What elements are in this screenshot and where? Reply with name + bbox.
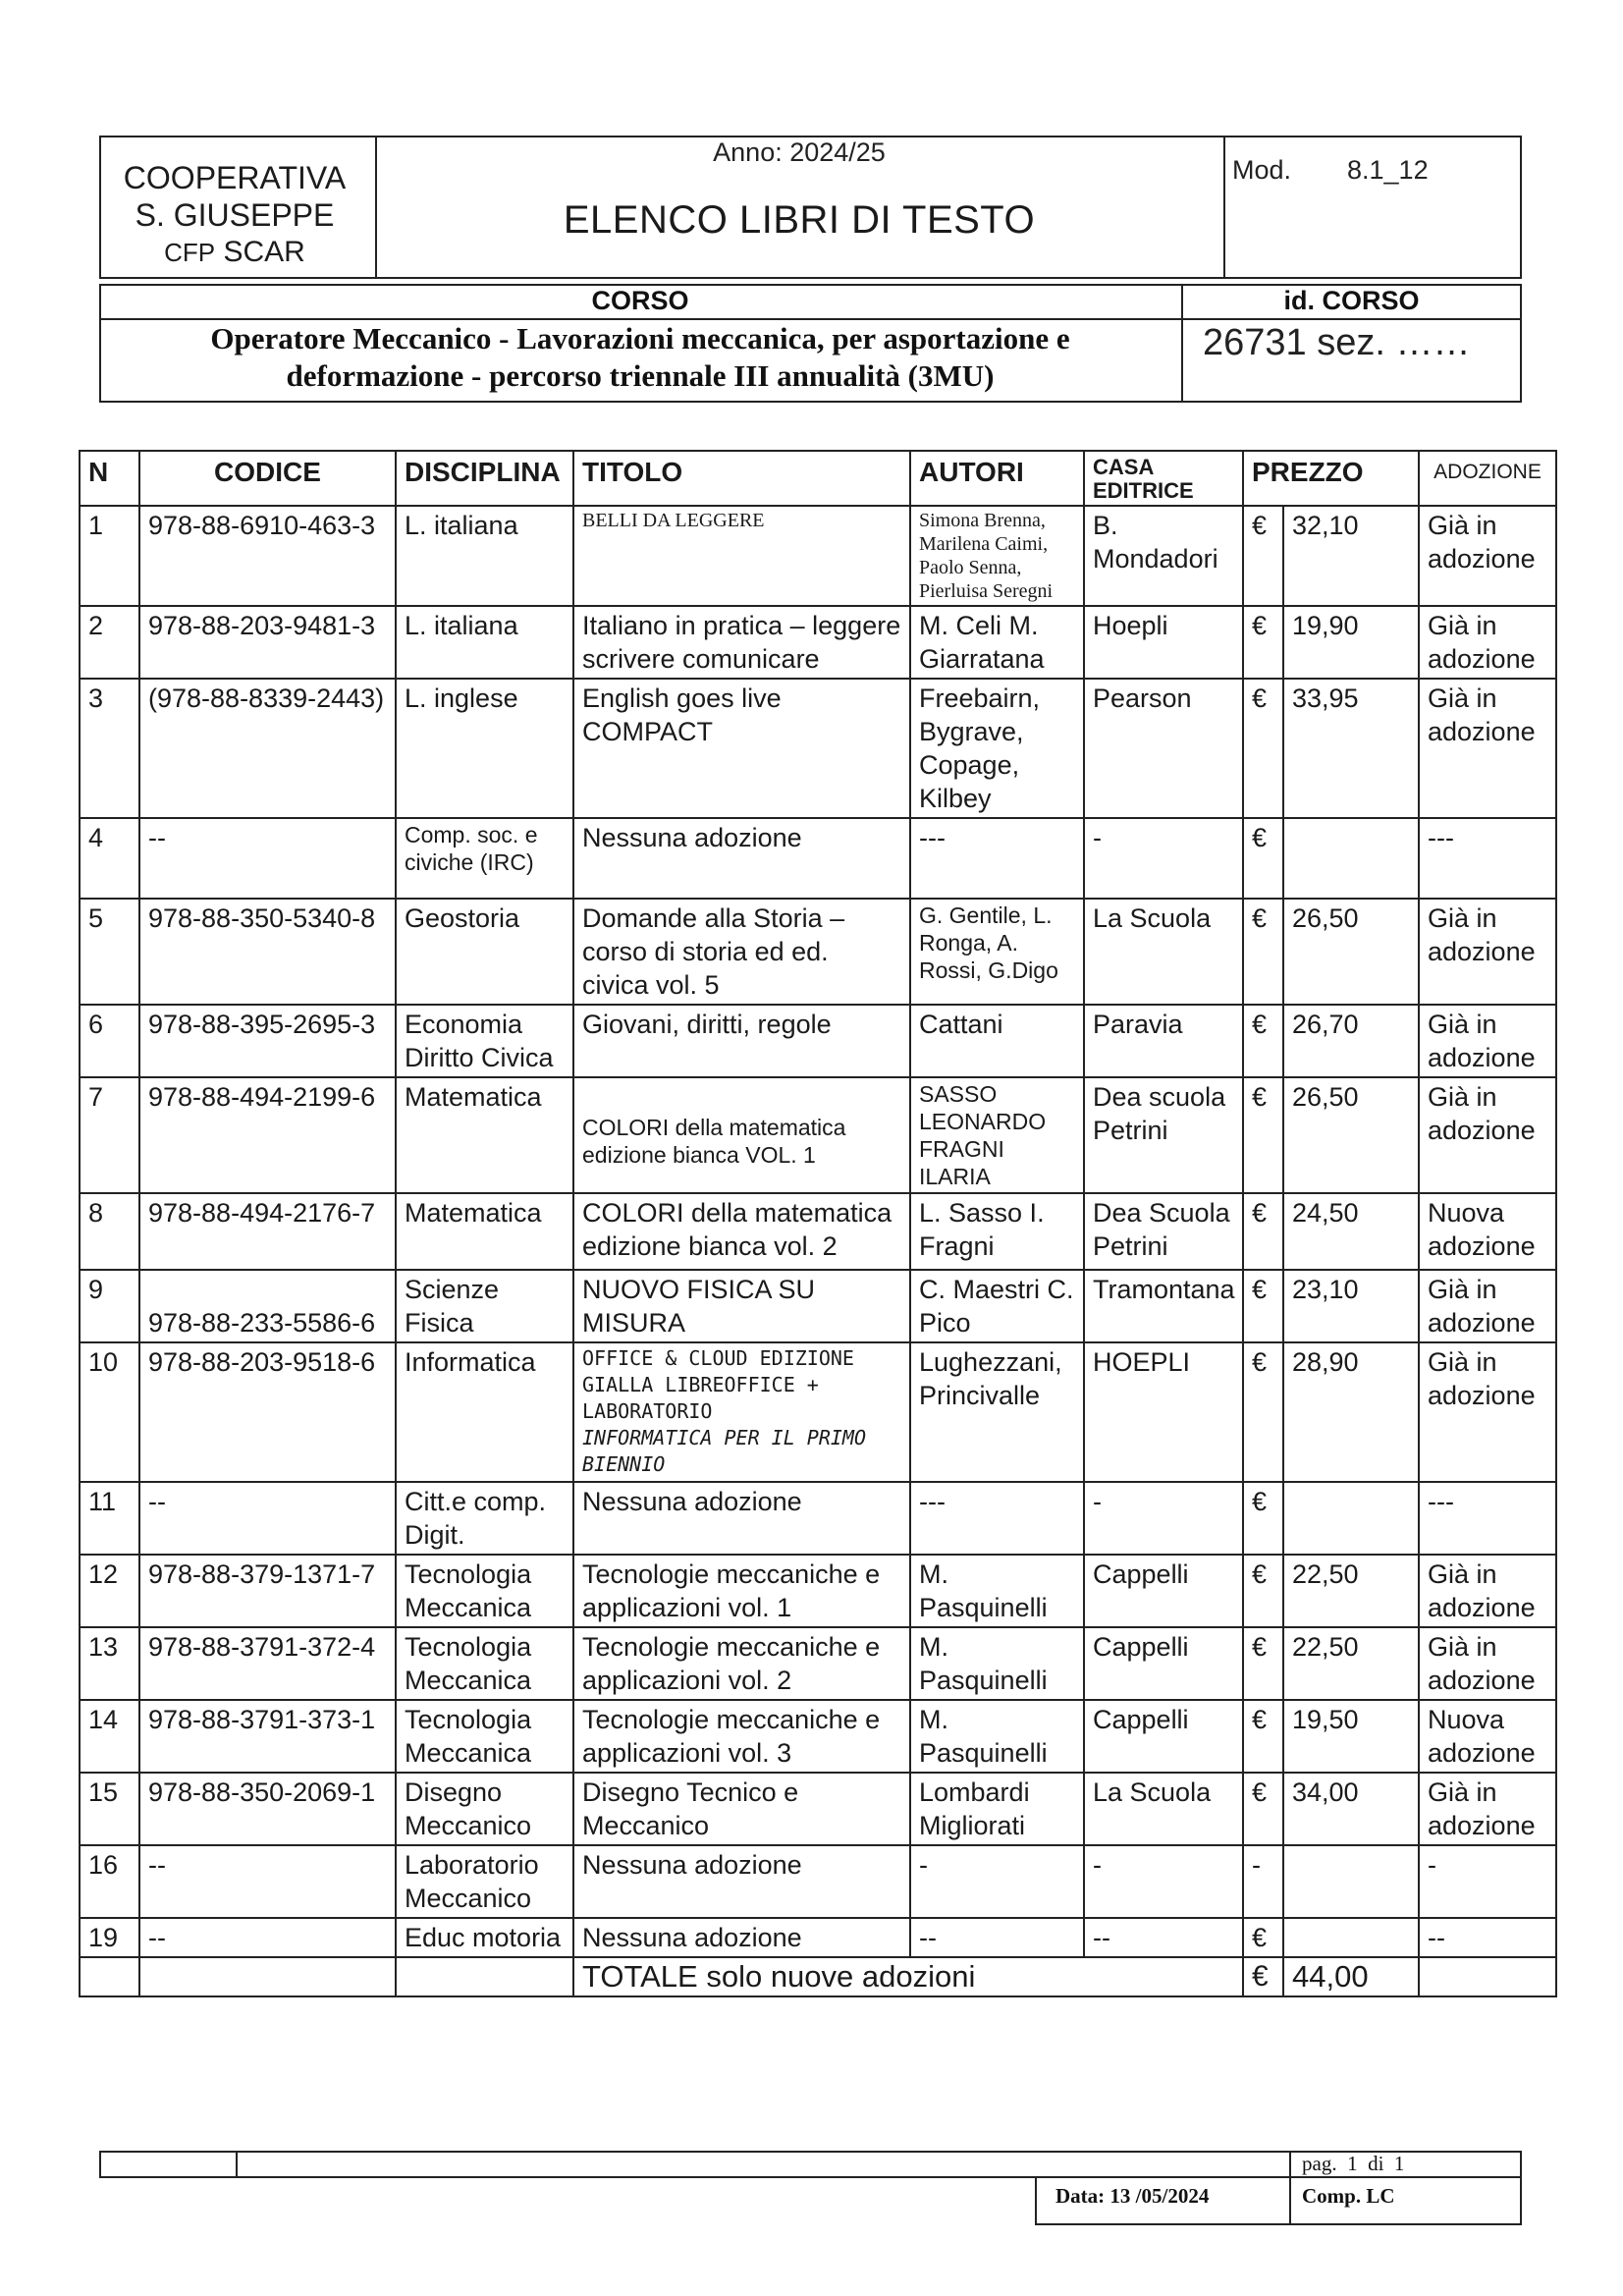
row-adoption: Già in adozione — [1419, 1342, 1556, 1482]
row-title: BELLI DA LEGGERE — [573, 506, 910, 606]
row-currency: € — [1243, 1077, 1283, 1193]
row-price: 32,10 — [1283, 506, 1419, 606]
row-adoption: Già in adozione — [1419, 1270, 1556, 1342]
table-row — [80, 679, 1556, 818]
row-number: 16 — [80, 1845, 139, 1918]
row-title: Italiano in pratica – leggere scrivere comunicare — [573, 606, 910, 679]
page-number: pag. 1 di 1 — [1302, 2152, 1405, 2175]
row-adoption: Già in adozione — [1419, 1555, 1556, 1627]
total-value: 44,00 — [1283, 1957, 1419, 1996]
row-number: 8 — [80, 1193, 139, 1270]
mod-label: Mod. — [1232, 155, 1292, 185]
row-number: 1 — [80, 506, 139, 606]
row-authors: M. Celi M. Giarratana — [910, 606, 1084, 679]
row-publisher: Dea scuola Petrini — [1084, 1077, 1243, 1193]
row-number: 7 — [80, 1077, 139, 1193]
row-price: 28,90 — [1283, 1342, 1419, 1482]
row-publisher: B. Mondadori — [1084, 506, 1243, 606]
row-discipline: L. italiana — [396, 506, 573, 606]
org-line-2: S. GIUSEPPE — [135, 197, 335, 233]
row-publisher: Cappelli — [1084, 1700, 1243, 1773]
col-header-n: N — [80, 451, 139, 506]
row-price: 34,00 — [1283, 1773, 1419, 1845]
row-title: Tecnologie meccaniche e applicazioni vol. 1 — [573, 1555, 910, 1627]
row-title: COLORI della matematica edizione bianca vol. 2 — [573, 1193, 910, 1270]
row-publisher: Tramontana — [1084, 1270, 1243, 1342]
row-code: 978-88-350-2069-1 — [139, 1773, 396, 1845]
row-currency: € — [1243, 679, 1283, 818]
row-title: NUOVO FISICA SU MISURA — [573, 1270, 910, 1342]
total-row — [80, 1957, 1556, 1996]
row-adoption: Già in adozione — [1419, 1627, 1556, 1700]
row-authors: C. Maestri C. Pico — [910, 1270, 1084, 1342]
total-empty-1 — [80, 1957, 139, 1996]
total-empty-2 — [139, 1957, 396, 1996]
table-row — [80, 1700, 1556, 1773]
row-price: 22,50 — [1283, 1627, 1419, 1700]
row-code: 978-88-233-5586-6 — [139, 1270, 396, 1342]
organization-name — [102, 159, 367, 271]
row-number: 9 — [80, 1270, 139, 1342]
row-number: 10 — [80, 1342, 139, 1482]
row-authors: Simona Brenna, Marilena Caimi, Paolo Senna, Pierluisa Seregni — [910, 506, 1084, 606]
table-row — [80, 1482, 1556, 1555]
table-row — [80, 1005, 1556, 1077]
org-line-1: COOPERATIVA — [123, 160, 347, 195]
row-title: Giovani, diritti, regole — [573, 1005, 910, 1077]
row-currency: € — [1243, 1555, 1283, 1627]
textbook-table — [79, 450, 1557, 1997]
row-price: 24,50 — [1283, 1193, 1419, 1270]
row-publisher: - — [1084, 1482, 1243, 1555]
row-number: 4 — [80, 818, 139, 899]
table-row — [80, 606, 1556, 679]
col-header-adozione: ADOZIONE — [1419, 451, 1556, 506]
row-title: COLORI della matematica edizione bianca VOL. 1 — [573, 1077, 910, 1193]
row-publisher: - — [1084, 818, 1243, 899]
row-adoption: -- — [1419, 1918, 1556, 1957]
row-adoption: --- — [1419, 1482, 1556, 1555]
table-row — [80, 1077, 1556, 1193]
row-number: 3 — [80, 679, 139, 818]
table-row — [80, 1193, 1556, 1270]
row-number: 11 — [80, 1482, 139, 1555]
table-row — [80, 1270, 1556, 1342]
total-empty-3 — [396, 1957, 573, 1996]
row-adoption: Già in adozione — [1419, 1773, 1556, 1845]
row-adoption: Già in adozione — [1419, 679, 1556, 818]
row-title: English goes live COMPACT — [573, 679, 910, 818]
row-title: Nessuna adozione — [573, 1845, 910, 1918]
row-title: Nessuna adozione — [573, 1482, 910, 1555]
row-number: 13 — [80, 1627, 139, 1700]
row-currency: € — [1243, 1270, 1283, 1342]
row-title: Nessuna adozione — [573, 1918, 910, 1957]
row-code: 978-88-350-5340-8 — [139, 899, 396, 1005]
row-code: 978-88-494-2199-6 — [139, 1077, 396, 1193]
row-currency: - — [1243, 1845, 1283, 1918]
table-header-row — [80, 451, 1556, 506]
row-title: Tecnologie meccaniche e applicazioni vol. 3 — [573, 1700, 910, 1773]
row-code: 978-88-494-2176-7 — [139, 1193, 396, 1270]
row-discipline: Matematica — [396, 1193, 573, 1270]
footer-comp: Comp. LC — [1302, 2184, 1395, 2208]
table-row — [80, 899, 1556, 1005]
school-year: Anno: 2024/25 — [713, 137, 886, 167]
row-discipline: L. inglese — [396, 679, 573, 818]
col-header-disciplina: DISCIPLINA — [396, 451, 573, 506]
table-row — [80, 506, 1556, 606]
row-currency: € — [1243, 1482, 1283, 1555]
row-currency: € — [1243, 818, 1283, 899]
row-currency: € — [1243, 506, 1283, 606]
row-authors: M. Pasquinelli — [910, 1555, 1084, 1627]
row-number: 14 — [80, 1700, 139, 1773]
row-discipline: Informatica — [396, 1342, 573, 1482]
row-publisher: Pearson — [1084, 679, 1243, 818]
org-line-3 — [102, 234, 367, 271]
row-discipline: Citt.e comp. Digit. — [396, 1482, 573, 1555]
course-label: CORSO — [591, 286, 689, 315]
row-code: -- — [139, 1918, 396, 1957]
row-discipline: Geostoria — [396, 899, 573, 1005]
course-name-line1: Operatore Meccanico - Lavorazioni meccanica, per asportazione e — [210, 321, 1070, 355]
table-row — [80, 1773, 1556, 1845]
row-adoption: Già in adozione — [1419, 1077, 1556, 1193]
row-number: 2 — [80, 606, 139, 679]
table-row — [80, 1555, 1556, 1627]
row-title — [573, 1342, 910, 1482]
total-empty-4 — [1419, 1957, 1556, 1996]
page-title: ELENCO LIBRI DI TESTO — [563, 198, 1036, 242]
row-publisher: HOEPLI — [1084, 1342, 1243, 1482]
mod-value: 8.1_12 — [1347, 155, 1429, 185]
table-body — [80, 506, 1556, 1957]
col-header-titolo: TITOLO — [573, 451, 910, 506]
row-publisher: La Scuola — [1084, 1773, 1243, 1845]
row-discipline: Comp. soc. e civiche (IRC) — [396, 818, 573, 899]
row-currency: € — [1243, 1773, 1283, 1845]
row-title: Disegno Tecnico e Meccanico — [573, 1773, 910, 1845]
row-code: -- — [139, 1845, 396, 1918]
footer-divider-c — [1035, 2176, 1037, 2225]
row-title-main: OFFICE & CLOUD EDIZIONE GIALLA LIBREOFFICE + LABORATORIO — [582, 1346, 854, 1423]
row-adoption: Nuova adozione — [1419, 1193, 1556, 1270]
row-publisher: Cappelli — [1084, 1627, 1243, 1700]
row-discipline: Laboratorio Meccanico — [396, 1845, 573, 1918]
row-adoption: Già in adozione — [1419, 506, 1556, 606]
col-header-autori: AUTORI — [910, 451, 1084, 506]
table-row — [80, 1342, 1556, 1482]
row-discipline: Economia Diritto Civica — [396, 1005, 573, 1077]
row-currency: € — [1243, 1627, 1283, 1700]
row-authors: --- — [910, 1482, 1084, 1555]
row-adoption: - — [1419, 1845, 1556, 1918]
col-header-prezzo: PREZZO — [1243, 451, 1419, 506]
row-discipline: Tecnologia Meccanica — [396, 1700, 573, 1773]
row-authors: Freebairn, Bygrave, Copage, Kilbey — [910, 679, 1084, 818]
row-adoption: Già in adozione — [1419, 1005, 1556, 1077]
table-row — [80, 1918, 1556, 1957]
row-price — [1283, 1918, 1419, 1957]
row-publisher: Cappelli — [1084, 1555, 1243, 1627]
row-code: 978-88-395-2695-3 — [139, 1005, 396, 1077]
row-code: -- — [139, 818, 396, 899]
header-divider-2 — [1223, 136, 1225, 279]
table-row — [80, 818, 1556, 899]
row-authors: L. Sasso I. Fragni — [910, 1193, 1084, 1270]
course-name-line2: deformazione - percorso triennale III annualità (3MU) — [286, 358, 995, 393]
row-authors: Lombardi Migliorati — [910, 1773, 1084, 1845]
row-adoption: Nuova adozione — [1419, 1700, 1556, 1773]
row-currency: € — [1243, 606, 1283, 679]
row-code: 978-88-3791-373-1 — [139, 1700, 396, 1773]
row-price: 26,70 — [1283, 1005, 1419, 1077]
row-price: 22,50 — [1283, 1555, 1419, 1627]
row-publisher: -- — [1084, 1918, 1243, 1957]
row-authors: M. Pasquinelli — [910, 1700, 1084, 1773]
row-number: 15 — [80, 1773, 139, 1845]
org-cfp: CFP — [164, 238, 216, 267]
table-row — [80, 1627, 1556, 1700]
row-price: 23,10 — [1283, 1270, 1419, 1342]
row-publisher: - — [1084, 1845, 1243, 1918]
org-scar: SCAR — [223, 236, 305, 268]
row-code: 978-88-379-1371-7 — [139, 1555, 396, 1627]
row-code: 978-88-203-9481-3 — [139, 606, 396, 679]
footer-divider-a — [236, 2151, 238, 2178]
row-price — [1283, 1845, 1419, 1918]
row-code: 978-88-6910-463-3 — [139, 506, 396, 606]
row-title: Tecnologie meccaniche e applicazioni vol. 2 — [573, 1627, 910, 1700]
row-price: 26,50 — [1283, 1077, 1419, 1193]
row-authors: -- — [910, 1918, 1084, 1957]
col-header-casa-editrice: CASA EDITRICE — [1084, 451, 1243, 506]
row-discipline: Tecnologia Meccanica — [396, 1555, 573, 1627]
row-authors: M. Pasquinelli — [910, 1627, 1084, 1700]
row-authors: - — [910, 1845, 1084, 1918]
row-currency: € — [1243, 1342, 1283, 1482]
row-discipline: Matematica — [396, 1077, 573, 1193]
row-adoption: Già in adozione — [1419, 899, 1556, 1005]
row-number: 6 — [80, 1005, 139, 1077]
row-code: 978-88-203-9518-6 — [139, 1342, 396, 1482]
row-currency: € — [1243, 1918, 1283, 1957]
row-publisher: Hoepli — [1084, 606, 1243, 679]
row-adoption: --- — [1419, 818, 1556, 899]
row-discipline: L. italiana — [396, 606, 573, 679]
row-code: 978-88-3791-372-4 — [139, 1627, 396, 1700]
row-title: Nessuna adozione — [573, 818, 910, 899]
row-authors: Cattani — [910, 1005, 1084, 1077]
course-id-value: 26731 sez. …… — [1203, 322, 1471, 363]
row-currency: € — [1243, 899, 1283, 1005]
row-price — [1283, 1482, 1419, 1555]
row-publisher: Paravia — [1084, 1005, 1243, 1077]
row-price: 19,50 — [1283, 1700, 1419, 1773]
row-adoption: Già in adozione — [1419, 606, 1556, 679]
row-publisher: Dea Scuola Petrini — [1084, 1193, 1243, 1270]
row-currency: € — [1243, 1700, 1283, 1773]
row-price: 19,90 — [1283, 606, 1419, 679]
row-price: 33,95 — [1283, 679, 1419, 818]
row-authors: --- — [910, 818, 1084, 899]
row-currency: € — [1243, 1005, 1283, 1077]
row-number: 5 — [80, 899, 139, 1005]
row-price — [1283, 818, 1419, 899]
row-discipline: Tecnologia Meccanica — [396, 1627, 573, 1700]
total-currency: € — [1243, 1957, 1283, 1996]
row-publisher: La Scuola — [1084, 899, 1243, 1005]
footer-date: Data: 13 /05/2024 — [1055, 2184, 1210, 2208]
row-authors: Lughezzani, Princivalle — [910, 1342, 1084, 1482]
row-title-sub: INFORMATICA PER IL PRIMO BIENNIO — [582, 1426, 866, 1476]
row-authors: G. Gentile, L. Ronga, A. Rossi, G.Digo — [910, 899, 1084, 1005]
row-price: 26,50 — [1283, 899, 1419, 1005]
course-id-label: id. CORSO — [1283, 286, 1420, 315]
row-discipline: Disegno Meccanico — [396, 1773, 573, 1845]
total-label: TOTALE solo nuove adozioni — [573, 1957, 1243, 1996]
row-discipline: Scienze Fisica — [396, 1270, 573, 1342]
row-number: 12 — [80, 1555, 139, 1627]
row-authors: SASSO LEONARDO FRAGNI ILARIA — [910, 1077, 1084, 1193]
row-title: Domande alla Storia – corso di storia ed ed. civica vol. 5 — [573, 899, 910, 1005]
row-discipline: Educ motoria — [396, 1918, 573, 1957]
row-number: 19 — [80, 1918, 139, 1957]
row-code: (978-88-8339-2443) — [139, 679, 396, 818]
col-header-codice: CODICE — [139, 451, 396, 506]
row-code: -- — [139, 1482, 396, 1555]
row-currency: € — [1243, 1193, 1283, 1270]
table-row — [80, 1845, 1556, 1918]
